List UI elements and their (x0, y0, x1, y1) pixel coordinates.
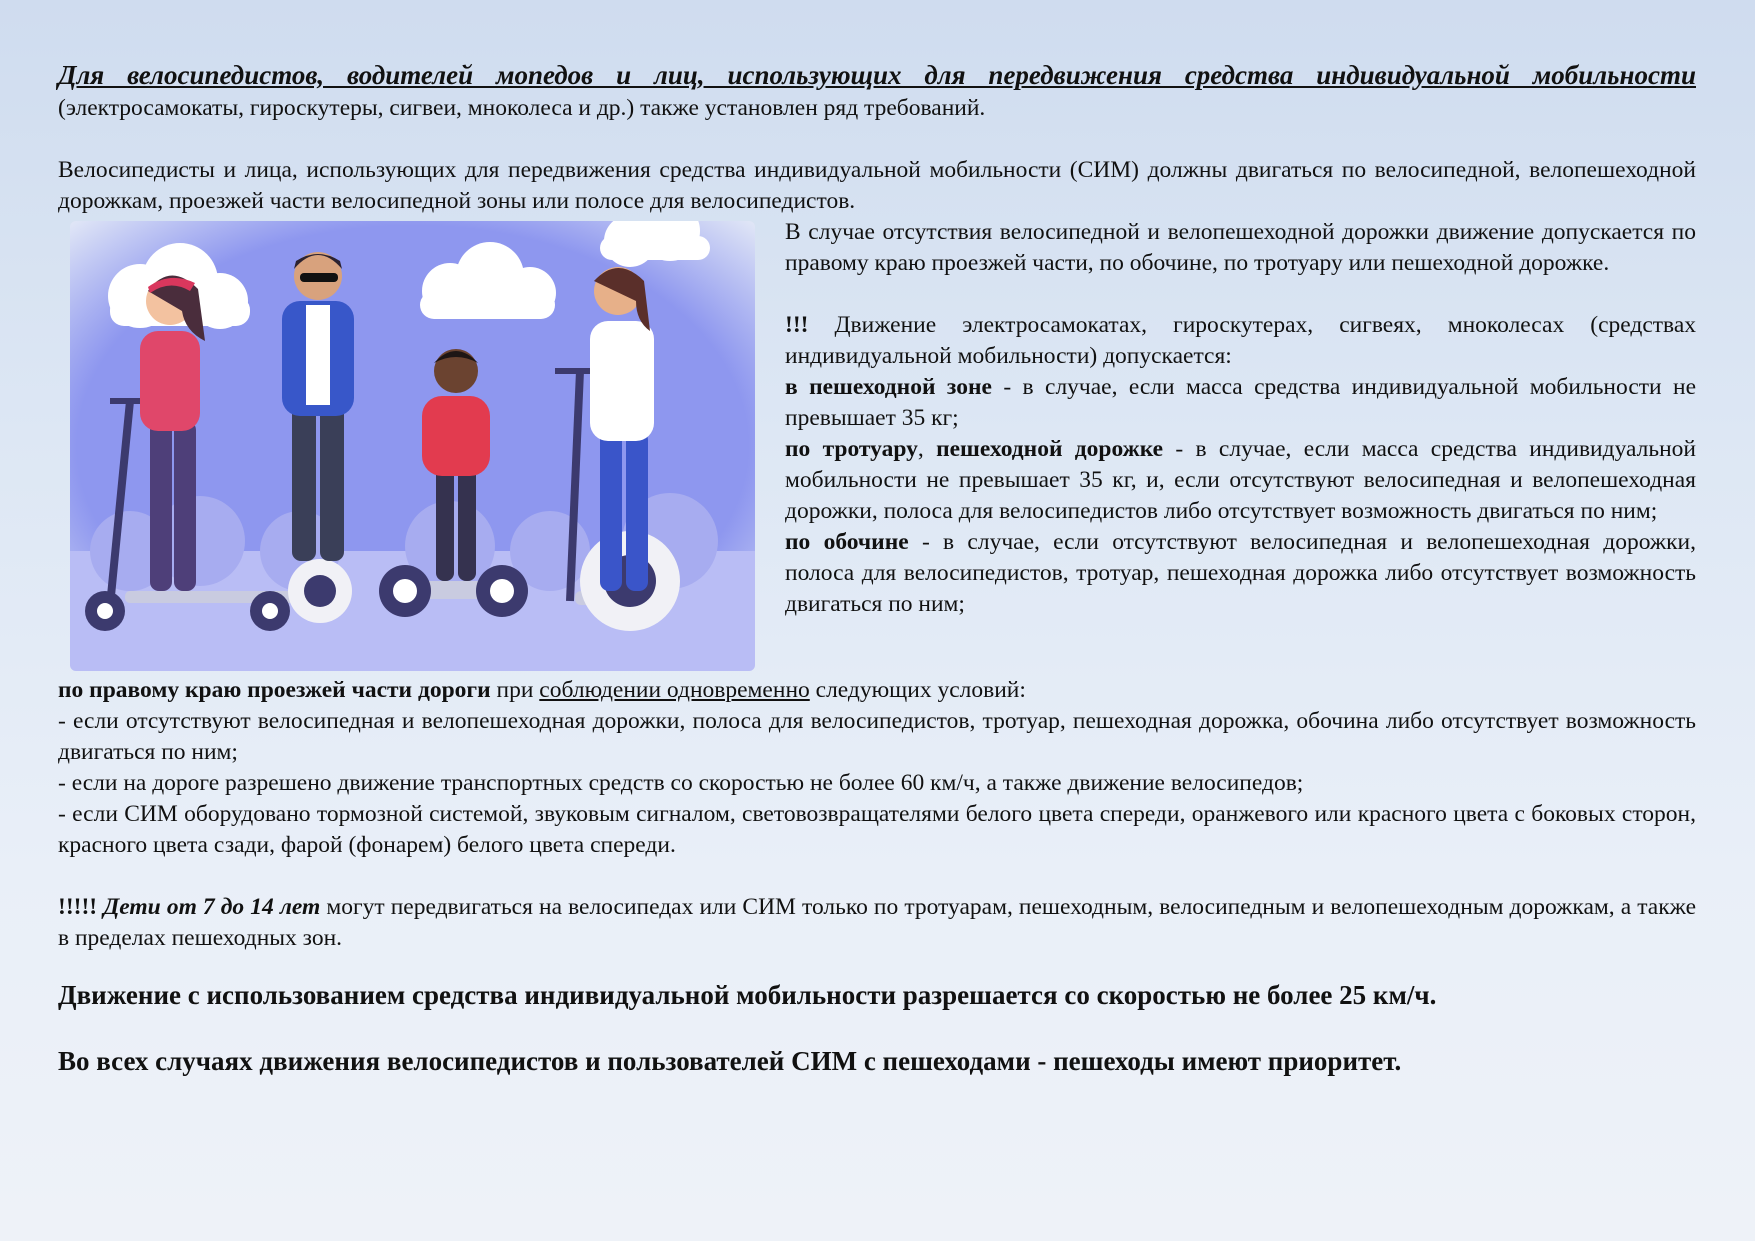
paragraph-roadway (58, 675, 1696, 706)
sidewalk-text: - в случае, если масса средства индивидуальной мобильности не превышает 35 кг, и, если отсутствуют велосипедная и велопешеходная дорожки, полоса для велосипедистов либо отсутствует возможность двигаться по ним; (785, 436, 1697, 524)
paragraph-route: Велосипедисты и лица, использующих для передвижения средства индивидуальной мобильности (СИМ) должны двигаться по велосипедной, велопешеходной дорожкам, проезжей части велосипедной зоны или полосе для велосипедистов. (58, 157, 1696, 214)
intro-paragraph (58, 60, 1696, 124)
children-age: Дети от 7 до 14 лет (97, 894, 321, 920)
shoulder-label: по обочине (785, 529, 909, 555)
condition-item: - если отсутствуют велосипедная и велопешеходная дорожки, полоса для велосипедистов, тротуар, пешеходная дорожка, обочина либо отсутствует возможность двигаться по ним; (58, 708, 1696, 765)
allowed-lead: Движение электросамокатах, гироскутерах, сигвеях, мноколесах (средствах индивидуальной мобильности) допускается: (785, 312, 1696, 369)
intro-title: Для велосипедистов, водителей мопедов и лиц, использующих для передвижения средства индивидуальной мобильности (58, 60, 1696, 90)
allowed-marker: !!! (785, 312, 809, 338)
roadway-underlined: соблюдении одновременно (539, 677, 810, 703)
sidewalk-comma: , (917, 436, 937, 462)
paragraph-absence: В случае отсутствия велосипедной и велопешеходной дорожки движение допускается по правому краю проезжей части, по обочине, по тротуару или пешеходной дорожке. (785, 219, 1696, 276)
condition-item: - если СИМ оборудовано тормозной системой, звуковым сигналом, световозвращателями белого цвета спереди, оранжевого или красного цвета с боковых сторон, красного цвета сзади, фарой (фонарем) белого цвета спереди. (58, 801, 1696, 858)
roadway-mid: при (490, 677, 540, 703)
children-text: могут передвигаться на велосипедах или СИМ только по тротуарам, пешеходным, велосипедным и велопешеходным дорожкам, а также в пределах пешеходных зон. (58, 894, 1696, 951)
intro-rest: (электросамокаты, гироскутеры, сигвеи, мноколеса и др.) также установлен ряд требований. (58, 95, 986, 121)
footpath-label: пешеходной дорожке (936, 436, 1164, 462)
condition-item: - если на дороге разрешено движение транспортных средств со скоростью не более 60 км/ч, а также движение велосипедов; (58, 770, 1304, 796)
shoulder-text: - в случае, если отсутствуют велосипедная и велопешеходная дорожки, полоса для велосипедистов, тротуар, пешеходная дорожка либо отсутствует возможность двигаться по ним; (785, 529, 1696, 617)
paragraph-children (58, 892, 1696, 954)
pedestrian-zone-label: в пешеходной зоне (785, 374, 992, 400)
roadway-label: по правому краю проезжей части дороги (58, 677, 491, 703)
pedestrian-priority-notice: Во всех случаях движения велосипедистов и пользователей СИМ с пешеходами - пешеходы имеют приоритет. (58, 1046, 1402, 1076)
pedestrian-zone-text: - в случае, если масса средства индивидуальной мобильности не превышает 35 кг; (785, 374, 1696, 431)
children-marker: !!!!! (58, 894, 98, 920)
scooter-illustration (70, 221, 755, 671)
speed-limit-notice: Движение с использованием средства индивидуальной мобильности разрешается со скоростью не более 25 км/ч. (58, 980, 1437, 1010)
sidewalk-label: по тротуару (785, 436, 918, 462)
document-page (58, 60, 1696, 1078)
roadway-end: следующих условий: (809, 677, 1026, 703)
